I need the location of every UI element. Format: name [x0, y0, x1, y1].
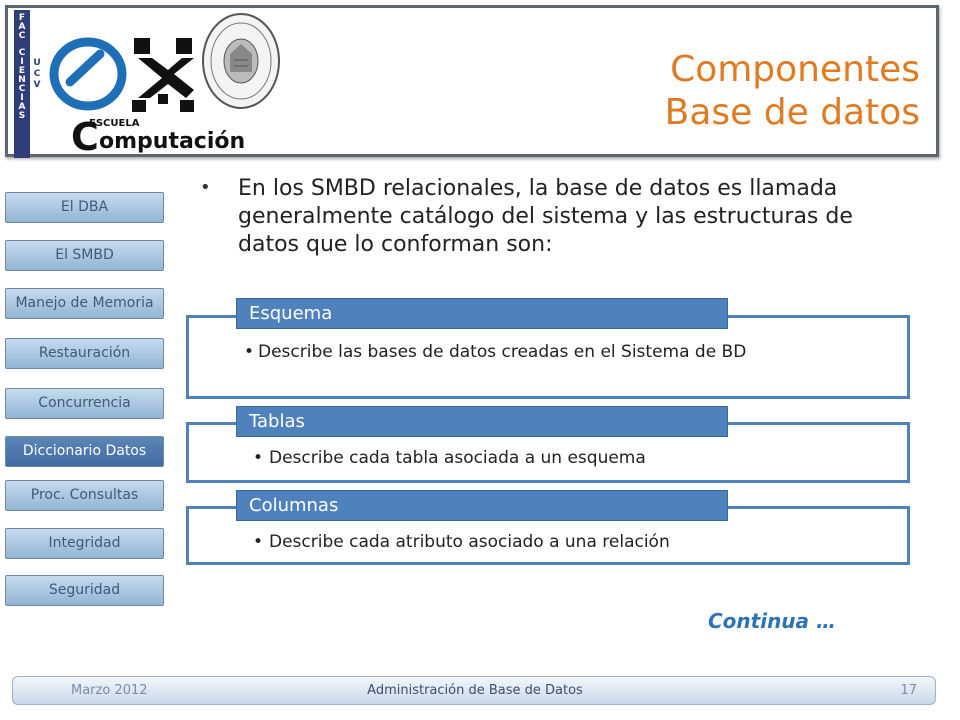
faculty-letter: S: [18, 111, 26, 121]
computacion-initial: C: [71, 115, 99, 154]
faculty-letter: F: [18, 13, 26, 23]
ucv-letter: U: [33, 58, 41, 68]
component-tag-tablas: Tablas: [236, 406, 728, 437]
footer-page-number: 17: [900, 683, 917, 698]
faculty-letter: C: [18, 84, 26, 94]
slide-title: [665, 48, 920, 134]
faculty-letter: I: [20, 93, 24, 103]
intro-text: En los SMBD relacionales, la base de datos es llamada generalmente catálogo del sistema y las estructuras de datos que lo conforman son:: [238, 176, 853, 257]
ucv-letter: V: [33, 80, 41, 90]
component-desc-text: Describe cada tabla asociada a un esquema: [269, 448, 646, 468]
component-desc-text: Describe cada atributo asociado a una relación: [269, 532, 670, 552]
component-desc-text: Describe las bases de datos creadas en el Sistema de BD: [258, 342, 747, 362]
university-seal-icon: [200, 10, 282, 112]
escuela-label: ESCUELA: [89, 118, 140, 129]
nav-button-manejo-memoria[interactable]: Manejo de Memoria: [5, 288, 164, 319]
slide-footer: [12, 676, 936, 705]
faculty-letter: C: [18, 48, 26, 58]
faculty-letter: A: [18, 102, 26, 112]
computacion-label: omputación: [99, 129, 246, 154]
bullet-dot: •: [253, 532, 264, 552]
computacion-e-logo-icon: [48, 36, 130, 112]
bullet-dot: •: [200, 177, 211, 198]
nav-button-dba[interactable]: El DBA: [5, 192, 164, 223]
nav-button-proc-consultas[interactable]: Proc. Consultas: [5, 480, 164, 511]
nav-button-integridad[interactable]: Integridad: [5, 528, 164, 559]
nav-button-seguridad[interactable]: Seguridad: [5, 575, 164, 606]
continua-link[interactable]: Continua …: [708, 609, 837, 633]
faculty-strip: [14, 10, 30, 158]
title-line-2: Base de datos: [664, 92, 920, 133]
faculty-letter: I: [20, 57, 24, 67]
bullet-dot: •: [244, 342, 255, 362]
faculty-letter: N: [18, 75, 26, 85]
faculty-letter: A: [18, 22, 26, 32]
nav-button-smbd[interactable]: El SMBD: [5, 240, 164, 271]
bullet-dot: •: [253, 448, 264, 468]
nav-button-concurrencia[interactable]: Concurrencia: [5, 388, 164, 419]
nav-button-diccionario-datos[interactable]: Diccionario Datos: [5, 436, 164, 467]
faculty-letter: E: [18, 66, 26, 76]
footer-course-title: Administración de Base de Datos: [367, 683, 583, 698]
escuela-computacion-wordmark: [71, 112, 271, 154]
ucv-letters: [32, 58, 42, 91]
footer-date: Marzo 2012: [71, 683, 148, 698]
component-tag-esquema: Esquema: [236, 298, 728, 329]
faculty-letter: C: [18, 31, 26, 41]
nav-button-restauracion[interactable]: Restauración: [5, 338, 164, 369]
puzzle-x-logo-icon: [128, 34, 198, 114]
title-line-1: Componentes: [670, 49, 920, 90]
component-tag-columnas: Columnas: [236, 490, 728, 521]
ucv-letter: C: [33, 69, 41, 79]
